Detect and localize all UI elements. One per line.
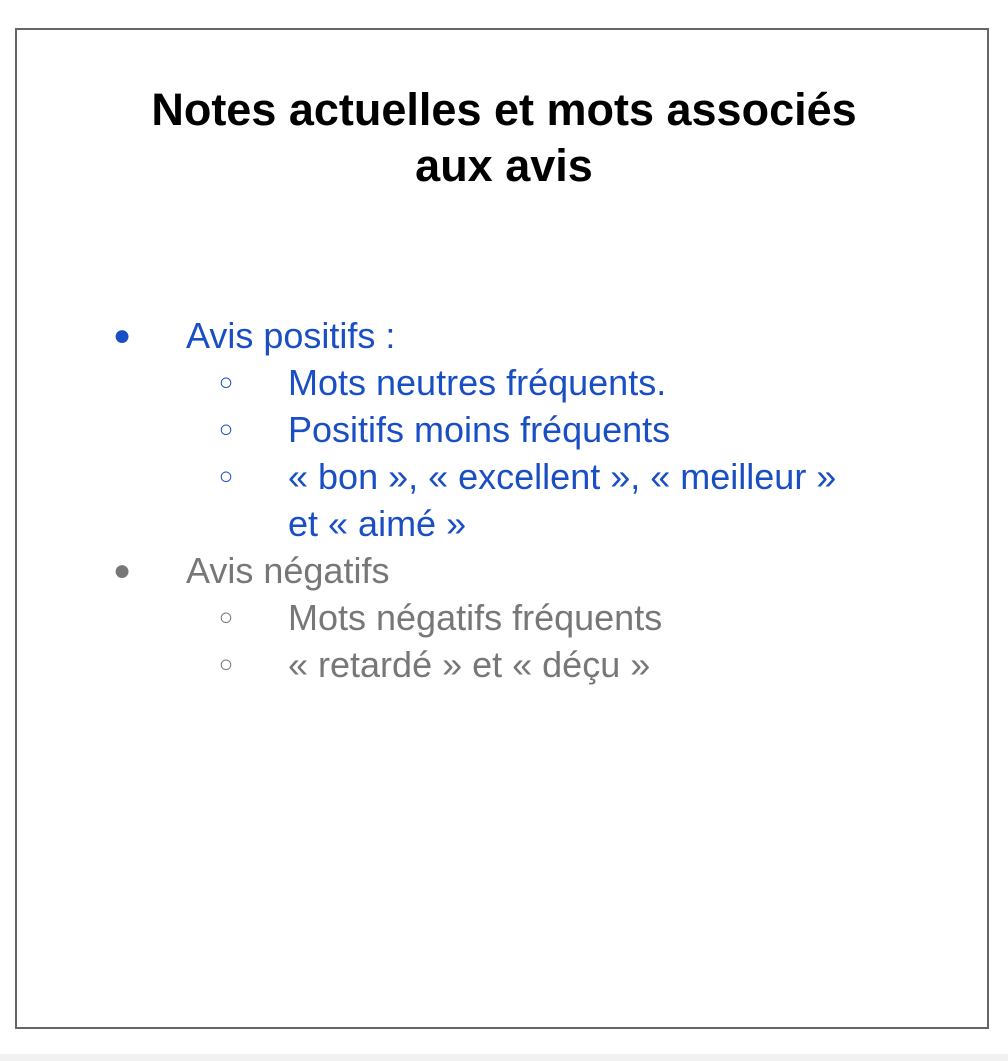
hollow-bullet-icon: ○ (218, 369, 234, 396)
hollow-bullet-icon: ○ (218, 604, 234, 631)
sub-bullet-label: « bon », « excellent », « meilleur » (288, 456, 837, 497)
hollow-bullet-icon: ○ (218, 416, 234, 443)
sub-bullet-label: Mots neutres fréquents. (288, 362, 667, 403)
bullet-label-positive: Avis positifs : (186, 315, 396, 356)
sub-bullet-positive-3 (0, 453, 1008, 500)
title-line-1: Notes actuelles et mots associés (151, 84, 857, 135)
sub-bullet-label: Mots négatifs fréquents (288, 597, 663, 638)
sub-bullet-positive-3-continuation (0, 500, 1008, 547)
sub-bullet-label: Positifs moins fréquents (288, 409, 671, 450)
slide-title (0, 82, 1008, 194)
filled-bullet-icon: ● (112, 554, 132, 587)
bullet-positive-reviews (0, 312, 1008, 359)
bottom-strip (0, 1054, 1008, 1061)
hollow-bullet-icon: ○ (218, 463, 234, 490)
sub-bullet-positive-2 (0, 406, 1008, 453)
filled-bullet-icon: ● (112, 319, 132, 352)
sub-bullet-negative-2 (0, 641, 1008, 688)
title-line-2: aux avis (415, 140, 593, 191)
sub-bullet-label: « retardé » et « déçu » (288, 644, 651, 685)
bullet-list (0, 312, 1008, 688)
hollow-bullet-icon: ○ (218, 651, 234, 678)
sub-bullet-label-continuation: et « aimé » (288, 503, 467, 544)
sub-bullet-negative-1 (0, 594, 1008, 641)
bullet-label-negative: Avis négatifs (186, 550, 390, 591)
bullet-negative-reviews (0, 547, 1008, 594)
sub-bullet-positive-1 (0, 359, 1008, 406)
